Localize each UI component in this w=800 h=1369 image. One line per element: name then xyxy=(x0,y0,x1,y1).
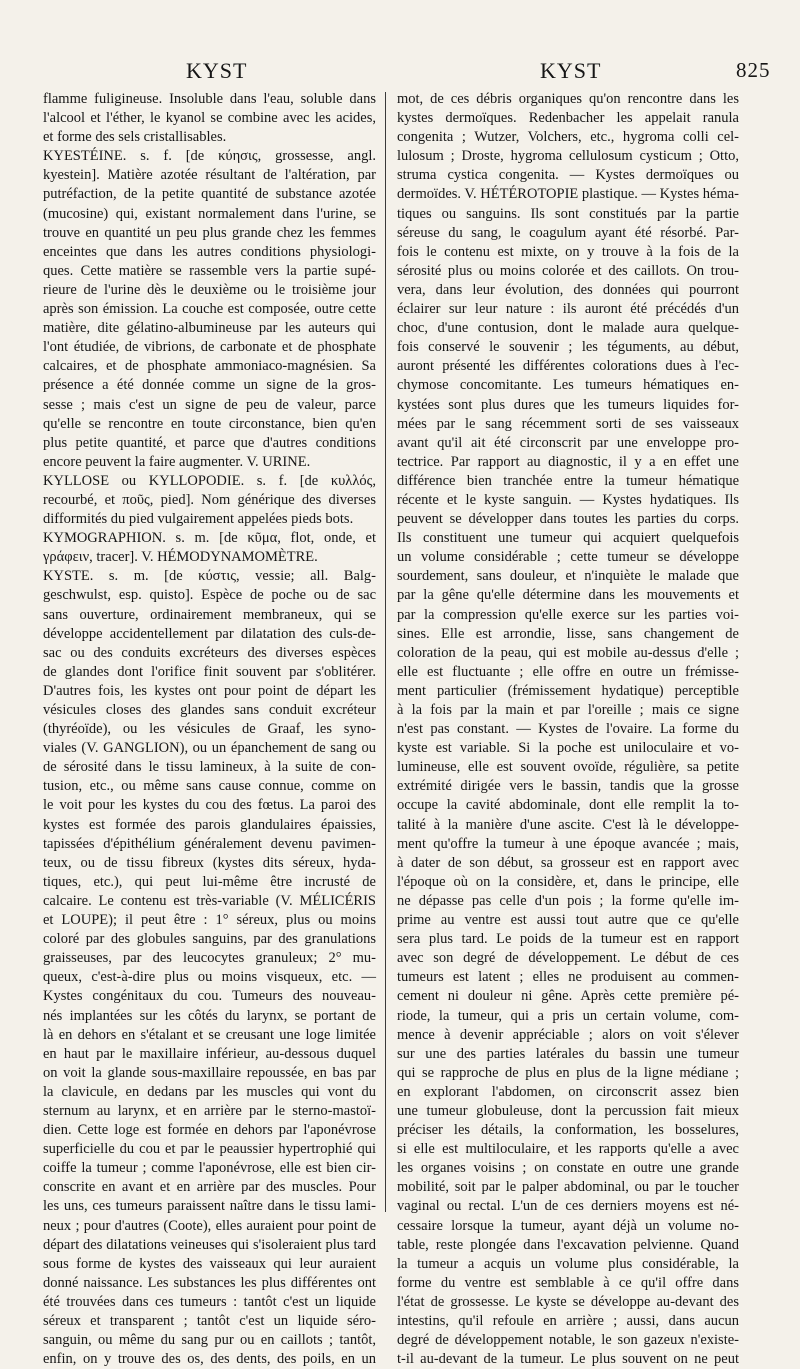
text-line: neux ; pour d'autres (Coote), elles auraient pour point de xyxy=(43,1217,376,1234)
text-line: degré de développement notable, le son gazeux n'existe- xyxy=(397,1332,739,1349)
text-line: auront présenté les différentes colorations dues à l'ec- xyxy=(397,358,739,375)
text-line: sans ouverture, ordinairement membraneux, qui se xyxy=(43,606,376,623)
text-line: en explorant l'abdomen, on circonscrit assez bien xyxy=(397,1083,739,1100)
text-line: KYMOGRAPHION. s. m. [de κῦμα, flot, onde, et xyxy=(43,530,376,547)
text-line: l'époque où on la considère, et, dans le principe, elle xyxy=(397,873,739,890)
text-line: ment qu'offre la tumeur à une époque avancée ; mais, xyxy=(397,835,739,852)
text-line: putréfaction, de la petite quantité de substance azotée xyxy=(43,186,376,203)
text-line: mobilité, soit par le palper abdominal, ou par le toucher xyxy=(397,1179,739,1196)
text-line: tectrice. Par rapport au diagnostic, il y a en effet une xyxy=(397,453,739,470)
text-line: trouve en quantité un peu plus grande chez les femmes xyxy=(43,224,376,241)
text-line: séreux et transparent ; tantôt c'est un liquide séro- xyxy=(43,1313,376,1329)
text-line: la clavicule, en dedans par les muscles qui vont du xyxy=(43,1083,376,1100)
text-line: kyste est variable. Si la poche est uniloculaire et vo- xyxy=(397,740,739,757)
text-line: sourdement, sans douleur, et n'inquiète le malade que xyxy=(397,568,739,585)
text-line: graisseuses, par des leucocytes granuleux; 2° mu- xyxy=(43,950,376,967)
text-line: peuvent se développer dans toutes les parties du corps. xyxy=(397,511,739,528)
text-line: difformités du pied vulgairement appelées pieds bots. xyxy=(43,511,354,528)
text-line: table, reste plongée dans l'excavation pelvienne. Quand xyxy=(397,1236,739,1253)
text-line: dien. Cette loge est formée en dehors par l'aponévrose xyxy=(43,1122,376,1139)
text-line: γράφειν, tracer]. V. HÉMODYNAMOMÈTRE. xyxy=(43,549,318,566)
text-line: sérosité plus ou moins colorée et des caillots. On trou- xyxy=(397,262,739,279)
running-header xyxy=(0,58,800,88)
text-line: les uns, ces tumeurs paraissent naître dans le tissu lami- xyxy=(43,1198,376,1215)
text-line: fois conservé le souvenir ; les téguments, au début, xyxy=(397,339,739,356)
text-line: par la gêne qu'elle détermine dans les mouvements et xyxy=(397,587,739,604)
text-line: sac ou des conduits excréteurs des diverses espèces xyxy=(43,644,376,661)
text-line: teux, ou de tissu fibreux (kystes dits séreux, hyda- xyxy=(43,854,376,871)
text-line: D'autres fois, les kystes ont pour point de départ les xyxy=(43,682,376,699)
text-line: par la compression qu'elle exerce sur les parties voi- xyxy=(397,606,739,623)
text-line: sur une des parties latérales du bassin une tumeur xyxy=(397,1045,739,1062)
text-line: tapissées d'épithélium généralement devenu pavimen- xyxy=(43,835,376,852)
text-line: qu'elle se rencontre en toute circonstance, bien qu'en xyxy=(43,415,376,432)
text-line: mence à devenir appréciable ; alors on voit s'élever xyxy=(397,1026,739,1043)
text-line: sera plus tard. Le poids de la tumeur est en rapport xyxy=(397,931,739,948)
right-text-column xyxy=(397,90,739,1369)
text-line: vaginal ou rectal. L'un de ces derniers moyens est né- xyxy=(397,1198,739,1215)
text-line: nés implantées sur les côtés du larynx, se portant de xyxy=(43,1007,376,1024)
text-line: kystées sont plus dures que les tumeurs liquides for- xyxy=(397,396,739,413)
text-line: qui se rapproche de plus en plus de la ligne médiane ; xyxy=(397,1064,739,1081)
text-line: tiques, etc.), qui peut lui-même être incrusté de xyxy=(43,873,376,890)
text-line: séreuse du sang, le coagulum ayant été résorbé. Par- xyxy=(397,224,739,241)
text-line: kystes est formée des parois glandulaires épaissies, xyxy=(43,816,376,833)
text-line: lumineuse, elle est souvent ovoïde, régulière, sa petite xyxy=(397,759,739,776)
text-line: sines. Elle est arrondie, lisse, sans changement de xyxy=(397,625,739,642)
text-line: donné naissance. Les substances les plus différentes ont xyxy=(43,1274,376,1291)
text-line: fois le contenu est mixte, on y trouve à la fois de la xyxy=(397,243,739,260)
text-line: de glandes dont l'orifice finit souvent par s'oblitérer. xyxy=(43,663,376,680)
text-line: n'est pas constant. — Kystes de l'ovaire. La forme du xyxy=(397,721,739,738)
header-left-word: KYST xyxy=(186,58,248,83)
text-line: (mucosine) qui, existant normalement dans l'urine, se xyxy=(43,205,376,222)
text-line: forme du ventre est semblable à ce qu'il offre dans xyxy=(397,1274,739,1291)
text-line: flamme fuligineuse. Insoluble dans l'eau, soluble dans xyxy=(43,91,376,107)
text-line: sous forme de kystes des vaisseaux qui leur auraient xyxy=(43,1255,376,1272)
text-line: enceintes que dans les autres conditions physiologi- xyxy=(43,243,376,260)
text-line: ques. Cette matière se rassemble vers la partie supé- xyxy=(43,262,376,279)
text-line: queux, c'est-à-dire plus ou moins visqueux, etc. — xyxy=(43,969,376,986)
text-line: t-il au-devant de la tumeur. Le plus souvent on ne peut xyxy=(397,1351,739,1368)
text-line: coiffe la tumeur ; comme l'aponévrose, elle est bien cir- xyxy=(43,1160,376,1177)
text-line: un volume considérable ; cette tumeur se développe xyxy=(397,549,739,566)
text-line: l'état de grossesse. Le kyste se développe au-devant des xyxy=(397,1293,739,1310)
text-line: plus petite quantité, et parce que d'autres conditions xyxy=(43,434,376,451)
text-line: vera, dans leur évolution, des données qui pourront xyxy=(397,281,739,298)
text-line: de sérosité dans le tissu lamineux, à la suite de con- xyxy=(43,759,376,776)
text-line: en haut par le maxillaire inférieur, au-dessous duquel xyxy=(43,1045,376,1062)
text-line: les organes voisins ; on constate en outre une grande xyxy=(397,1160,739,1177)
text-line: après son émission. La couche est composée, outre cette xyxy=(43,301,376,318)
text-line: ne dépasse pas celle d'un pois ; la forme qu'elle im- xyxy=(397,892,739,909)
text-line: l'alcool et l'éther, le kyanol se combine avec les acides, xyxy=(43,110,376,127)
text-line: ment particulier (frémissement hydatique) perceptible xyxy=(397,682,739,699)
text-line: sternum au larynx, et en arrière par le sterno-mastoï- xyxy=(43,1102,376,1119)
text-line: avant qu'il ait été circonscrit par une enveloppe pro- xyxy=(397,434,739,451)
text-line: prime au ventre est aussi tout autre que ce qu'elle xyxy=(397,912,739,929)
text-line: une tumeur globuleuse, dont la percussion fait mieux xyxy=(397,1102,739,1119)
text-line: avec son degré de développement. Le début de ces xyxy=(397,950,739,967)
text-line: présence a été donnée comme un signe de la gros- xyxy=(43,377,376,394)
text-line: sanguin, ou même du sang pur ou en caillots ; tantôt, xyxy=(43,1332,376,1349)
text-line: calcaires, et de phosphate ammoniaco-magnésien. Sa xyxy=(43,358,376,375)
text-line: mées par le sang récemment sorti de ses vaisseaux xyxy=(397,415,739,432)
text-line: extrémité dirigée vers le bassin, tandis que la grosse xyxy=(397,778,739,795)
column-divider xyxy=(385,92,386,1212)
text-line: préciser les détails, la conformation, les bosselures, xyxy=(397,1122,739,1139)
text-line: là en dehors en s'étalant et se creusant une loge limitée xyxy=(43,1026,376,1043)
text-line: KYSTE. s. m. [de κύστις, vessie; all. Balg- xyxy=(43,568,376,585)
text-line: mot, de ces débris organiques qu'on rencontre dans les xyxy=(397,91,739,107)
text-line: kyestein]. Matière azotée résultant de l'altération, par xyxy=(43,167,376,184)
text-line: tiques ou sanguins. Ils sont constitués par la partie xyxy=(397,205,739,222)
text-line: encore peuvent la faire augmenter. V. URINE. xyxy=(43,453,311,470)
text-line: enfin, on y trouve des os, des dents, des poils, en un xyxy=(43,1351,376,1368)
text-line: développe accidentellement par dilatation des culs-de- xyxy=(43,625,376,642)
text-line: récente et le kyste sanguin. — Kystes hydatiques. Ils xyxy=(397,491,739,508)
text-line: tumeurs est latent ; elles ne produisent au commen- xyxy=(397,969,739,986)
header-center-word: KYST xyxy=(540,58,602,83)
text-line: à la fois par la main et par l'oreille ; mais ce signe xyxy=(397,702,739,718)
text-line: occupe la cavité abdominale, dont elle remplit la to- xyxy=(397,797,739,814)
text-line: dermoïdes. V. HÉTÉROTOPIE plastique. — Kystes héma- xyxy=(397,186,739,203)
text-line: recourbé, et ποῦς, pied]. Nom générique des diverses xyxy=(43,491,376,508)
text-line: KYESTÉINE. s. f. [de κύησις, grossesse, angl. xyxy=(43,148,376,165)
text-line: on voit la glande sous-maxillaire repoussée, en bas par xyxy=(43,1064,376,1081)
text-line: conscrite en avant et en arrière par des muscles. Pour xyxy=(43,1179,376,1196)
text-line: talité à la manière d'une ascite. C'est là le développe- xyxy=(397,816,739,833)
text-line: différence bien tranchée entre la tumeur hématique xyxy=(397,472,739,489)
text-line: congenita ; Wutzer, Volchers, etc., hygroma colli cel- xyxy=(397,129,739,146)
text-line: coloré par des globules sanguins, par des granulations xyxy=(43,931,376,948)
text-line: choc, d'une contusion, dont le malade aura quelque- xyxy=(397,320,739,337)
page-number: 825 xyxy=(736,58,771,82)
text-line: Kystes congénitaux du cou. Tumeurs des nouveau- xyxy=(43,988,376,1005)
text-line: la tumeur a acquis un volume plus considérable, la xyxy=(397,1255,739,1272)
text-line: sesse ; mais c'est un signe de peu de valeur, parce xyxy=(43,396,376,413)
text-line: (thyréoïde), ou les vésicules de Graaf, les syno- xyxy=(43,721,376,738)
text-line: éclairer sur leur nature : ils auront été précédés d'un xyxy=(397,301,739,318)
text-line: lulosum ; Droste, hygroma cellulosum cysticum ; Otto, xyxy=(397,148,739,165)
text-line: struma cystica congenita. — Kystes dermoïques ou xyxy=(397,167,739,184)
text-line: le voit pour les kystes du cou des fœtus. La paroi des xyxy=(43,797,376,814)
text-line: chymose concomitante. Les tumeurs hématiques en- xyxy=(397,377,739,394)
text-line: à dater de son début, sa grosseur est en rapport avec xyxy=(397,854,739,871)
text-line: Ils constituent une tumeur qui acquiert quelquefois xyxy=(397,530,739,547)
text-line: vésicules closes des glandes sans conduit excréteur xyxy=(43,702,376,718)
text-line: si elle est multiloculaire, et les rapports qu'elle a avec xyxy=(397,1141,739,1158)
text-line: et forme des sels cristallisables. xyxy=(43,129,227,146)
text-line: riode, la tumeur, qui a pris un certain volume, com- xyxy=(397,1007,739,1024)
text-line: et LOUPE); il peut être : 1° séreux, plus ou moins xyxy=(43,912,376,929)
text-line: calcaire. Le contenu est très-variable (V. MÉLICÉRIS xyxy=(43,892,376,909)
text-line: elle est fluctuante ; elle offre en outre un frémisse- xyxy=(397,663,739,680)
left-text-column xyxy=(43,90,376,1369)
text-line: tusion, etc., ou même sans cause connue, comme on xyxy=(43,778,376,795)
text-line: geschwulst, esp. quisto]. Espèce de poche ou de sac xyxy=(43,587,376,604)
text-line: KYLLOSE ou KYLLOPODIE. s. f. [de κυλλός, xyxy=(43,472,376,489)
text-line: kystes dermoïques. Redenbacher les appelait ranula xyxy=(397,110,739,127)
text-line: viales (V. GANGLION), ou un épanchement de sang ou xyxy=(43,740,376,757)
text-line: cement ni douleur ni gêne. Après cette première pé- xyxy=(397,988,739,1005)
text-line: coloration de la peau, qui est mobile au-dessus d'elle ; xyxy=(397,644,739,661)
text-line: été trouvées dans ces tumeurs : tantôt c'est un liquide xyxy=(43,1293,376,1310)
text-line: matière, dite gélatino-albumineuse par les auteurs qui xyxy=(43,320,376,337)
text-line: intestins, qu'il refoule en arrière ; aussi, dans aucun xyxy=(397,1313,739,1329)
text-line: rieure de l'urine dès le deuxième ou le troisième jour xyxy=(43,281,376,298)
text-line: superficielle du cou et par le peaussier hypertrophié qui xyxy=(43,1141,376,1158)
text-line: départ des dilatations veineuses qui s'isoleraient plus tard xyxy=(43,1236,376,1253)
text-line: l'ont étudiée, de vibrions, de carbonate et de phosphate xyxy=(43,339,376,356)
text-line: cessaire lorsque la tumeur, ayant déjà un volume no- xyxy=(397,1217,739,1234)
